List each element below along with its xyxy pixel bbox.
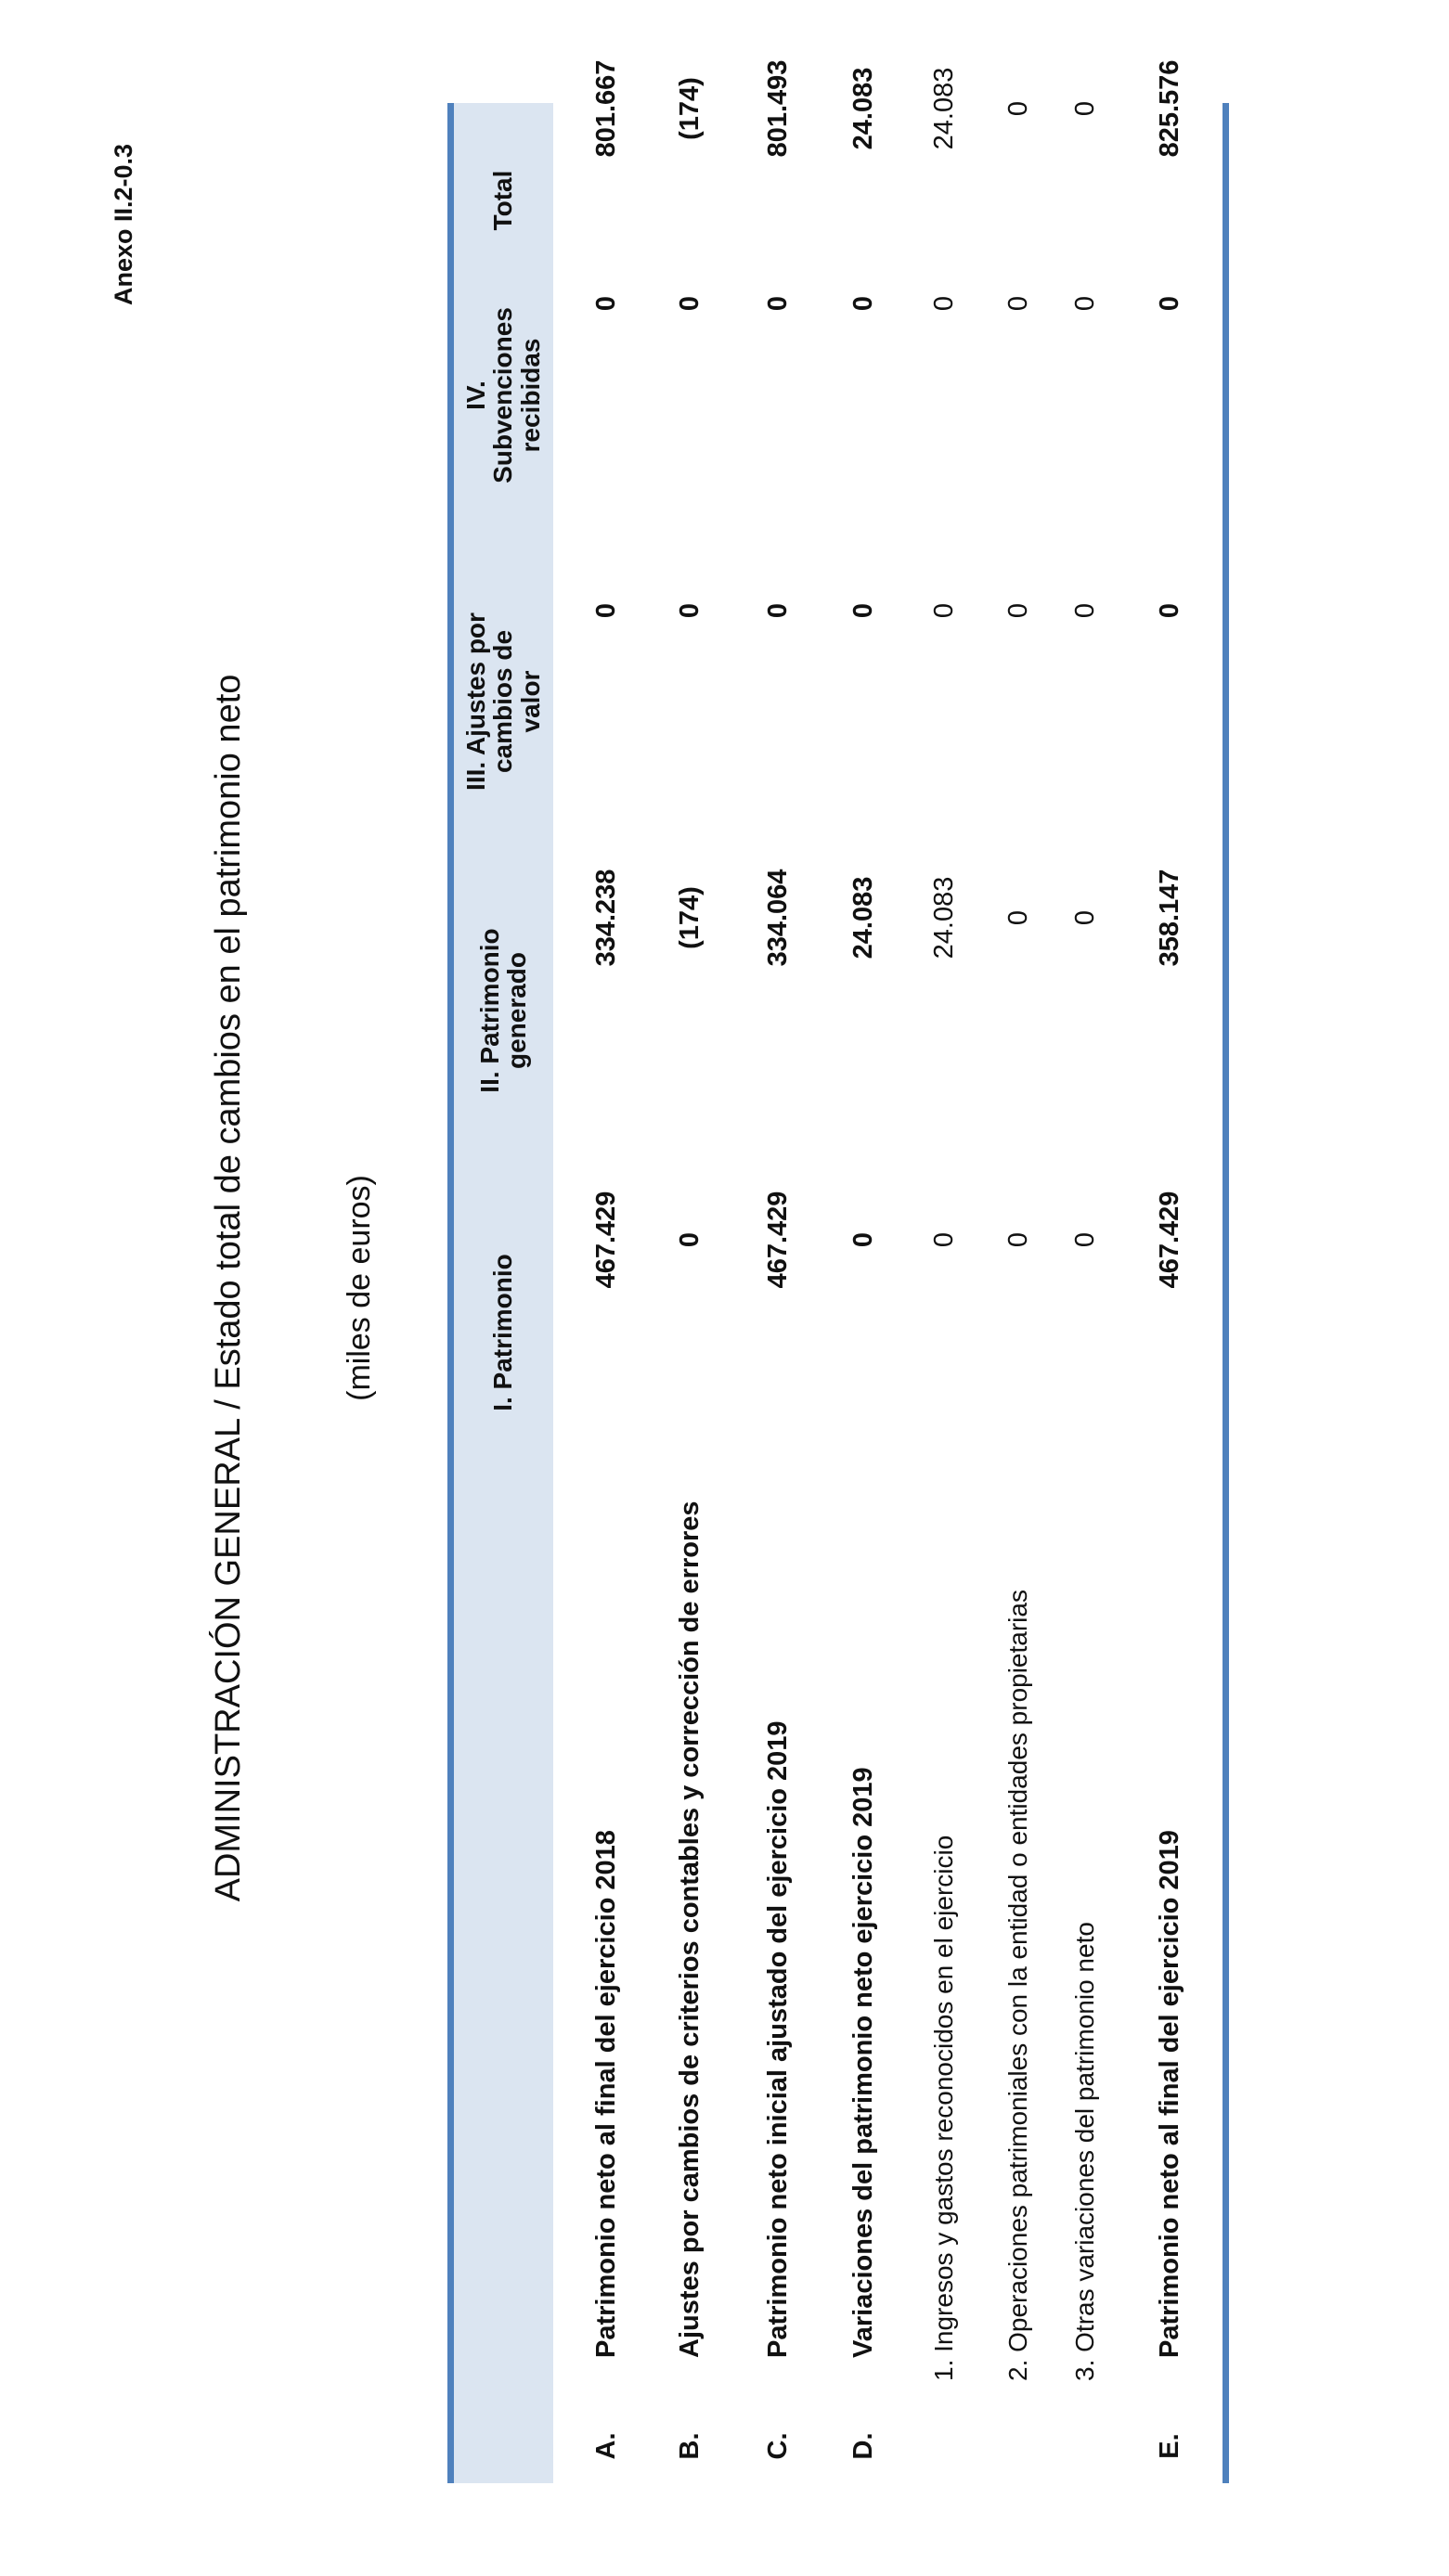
cell-ajustes-valor: 0: [1003, 602, 1033, 619]
cell-subvenciones: 0: [675, 295, 705, 312]
table-row-a: [578, 59, 634, 2483]
cell-subvenciones: 0: [591, 295, 621, 312]
cell-ajustes-valor: 0: [929, 602, 959, 619]
row-label: Patrimonio neto inicial ajustado del ejercicio 2019: [763, 1720, 793, 2358]
cell-total: 801.667: [591, 59, 621, 158]
col-header-patrimonio-generado: II. Patrimonio generado: [474, 928, 531, 1093]
cell-subvenciones: 0: [848, 295, 878, 312]
row-label: Patrimonio neto al final del ejercicio 2018: [591, 1830, 621, 2358]
units-subtitle: (miles de euros): [342, 1175, 377, 1401]
row-letter: D.: [848, 2432, 878, 2460]
cell-patrimonio-generado: (174): [675, 886, 705, 949]
row-label: 1. Ingresos y gastos reconocidos en el ejercicio: [929, 1835, 958, 2381]
page-title: ADMINISTRACIÓN GENERAL / Estado total de cambios en el patrimonio neto: [209, 674, 248, 1902]
cell-total: 24.083: [848, 67, 878, 150]
row-letter: E.: [1155, 2433, 1184, 2459]
cell-total: 825.576: [1155, 59, 1184, 158]
cell-patrimonio-generado: 358.147: [1155, 869, 1184, 967]
table-row-c: [750, 59, 806, 2483]
row-label: Patrimonio neto al final del ejercicio 2019: [1155, 1830, 1184, 2358]
table-bottom-rule: [1223, 103, 1229, 2483]
cell-ajustes-valor: 0: [1155, 602, 1184, 619]
row-letter: A.: [591, 2432, 621, 2460]
cell-patrimonio: 0: [1003, 1231, 1033, 1248]
cell-subvenciones: 0: [763, 295, 793, 312]
cell-patrimonio-generado: 0: [1070, 909, 1100, 926]
col-header-patrimonio: I. Patrimonio: [488, 1254, 518, 1411]
cell-subvenciones: 0: [1003, 295, 1033, 312]
cell-total: (174): [675, 77, 705, 140]
cell-ajustes-valor: 0: [763, 602, 793, 619]
row-label: Variaciones del patrimonio neto ejercicio 2019: [848, 1767, 878, 2358]
row-letter: C.: [763, 2432, 793, 2460]
row-label: 3. Otras variaciones del patrimonio neto: [1070, 1922, 1099, 2381]
cell-patrimonio-generado: 0: [1003, 909, 1033, 926]
cell-ajustes-valor: 0: [1070, 602, 1100, 619]
cell-total: 0: [1003, 100, 1033, 117]
col-header-ajustes-valor: III. Ajustes por cambios de valor: [460, 612, 545, 791]
col-header-subvenciones: IV. Subvenciones recibidas: [460, 307, 545, 483]
cell-patrimonio: 0: [929, 1231, 959, 1248]
cell-ajustes-valor: 0: [591, 602, 621, 619]
cell-ajustes-valor: 0: [848, 602, 878, 619]
cell-total: 0: [1070, 100, 1100, 117]
cell-patrimonio: 467.429: [1155, 1191, 1184, 1289]
cell-patrimonio: 467.429: [763, 1191, 793, 1289]
cell-subvenciones: 0: [929, 295, 959, 312]
cell-patrimonio-generado: 334.064: [763, 869, 793, 967]
cell-patrimonio-generado: 334.238: [591, 869, 621, 967]
cell-patrimonio: 467.429: [591, 1191, 621, 1289]
row-label: Ajustes por cambios de criterios contables y corrección de errores: [675, 1501, 705, 2358]
row-letter: B.: [675, 2432, 705, 2460]
cell-subvenciones: 0: [1155, 295, 1184, 312]
cell-patrimonio: 0: [1070, 1231, 1100, 1248]
cell-total: 801.493: [763, 59, 793, 158]
cell-patrimonio: 0: [848, 1231, 878, 1248]
table-row-d2: [990, 100, 1046, 2483]
table-row-d: [835, 67, 891, 2483]
cell-ajustes-valor: 0: [675, 602, 705, 619]
table-row-d3: [1057, 100, 1113, 2483]
cell-subvenciones: 0: [1070, 295, 1100, 312]
cell-patrimonio: 0: [675, 1231, 705, 1248]
row-label: 2. Operaciones patrimoniales con la entidad o entidades propietarias: [1003, 1590, 1032, 2381]
cell-total: 24.083: [929, 67, 959, 150]
cell-patrimonio-generado: 24.083: [848, 876, 878, 960]
table-row-d1: [916, 67, 972, 2483]
table-row-b: [662, 77, 718, 2483]
table-row-e: [1142, 59, 1197, 2483]
col-header-total: Total: [488, 170, 518, 231]
annex-reference: Anexo II.2-0.3: [110, 143, 137, 305]
cell-patrimonio-generado: 24.083: [929, 876, 959, 960]
